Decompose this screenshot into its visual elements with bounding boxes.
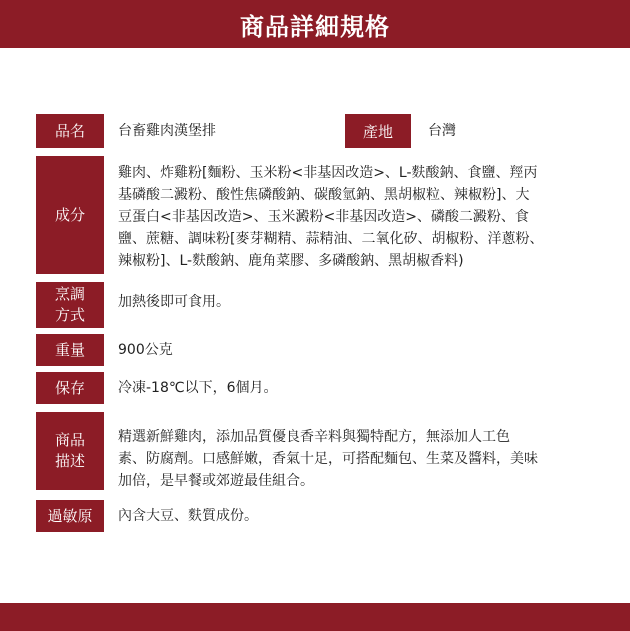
label-ingredients (36, 156, 104, 274)
label-name-text: 品名 (54, 121, 85, 140)
value-origin: 台灣 (428, 123, 456, 139)
value-weight: 900公克 (118, 342, 173, 358)
label-name (36, 114, 104, 148)
label-description-line2: 描述 (54, 452, 85, 470)
value-storage: 冷凍-18℃以下，6個月。 (118, 380, 278, 396)
label-description (36, 412, 104, 490)
label-origin-text: 產地 (362, 122, 393, 141)
label-cooking-line2: 方式 (54, 306, 85, 324)
value-description (118, 426, 538, 492)
description-line: 素、防腐劑。口感鮮嫩，香氣十足，可搭配麵包、生菜及醬料，美味 (118, 451, 538, 467)
ingredients-line: 雞肉、炸雞粉[麵粉、玉米粉<非基因改造>、L-麩酸鈉、食鹽、羥丙 (118, 165, 538, 181)
value-name: 台畜雞肉漢堡排 (118, 123, 216, 139)
label-cooking-line1: 烹調 (54, 285, 85, 303)
page-title: 商品詳細規格 (240, 12, 390, 41)
value-ingredients (118, 162, 543, 272)
label-description-line1: 商品 (54, 431, 85, 449)
label-storage-text: 保存 (54, 378, 85, 397)
page-footer-bar (0, 603, 630, 631)
ingredients-line: 基磷酸二澱粉、酸性焦磷酸鈉、碳酸氫鈉、黑胡椒粒、辣椒粉]、大 (118, 187, 530, 203)
label-origin (345, 114, 411, 148)
label-weight-text: 重量 (54, 340, 85, 359)
description-line: 加倍，是早餐或郊遊最佳組合。 (118, 473, 314, 489)
label-weight (36, 334, 104, 366)
label-ingredients-text: 成分 (54, 205, 85, 224)
description-line: 精選新鮮雞肉，添加品質優良香辛料與獨特配方，無添加人工色 (118, 429, 510, 445)
ingredients-line: 鹽、蔗糖、調味粉[麥芽糊精、蒜精油、二氧化矽、胡椒粉、洋蔥粉、 (118, 231, 544, 247)
value-cooking: 加熱後即可食用。 (118, 294, 230, 310)
label-cooking (36, 282, 104, 328)
value-allergen: 內含大豆、麩質成份。 (118, 508, 258, 524)
ingredients-line: 辣椒粉]、L-麩酸鈉、鹿角菜膠、多磷酸鈉、黑胡椒香料) (118, 253, 464, 269)
label-allergen-text: 過敏原 (47, 506, 93, 525)
ingredients-line: 豆蛋白<非基因改造>、玉米澱粉<非基因改造>、磷酸二澱粉、食 (118, 209, 529, 225)
label-allergen (36, 500, 104, 532)
page-header (0, 0, 630, 48)
label-storage (36, 372, 104, 404)
